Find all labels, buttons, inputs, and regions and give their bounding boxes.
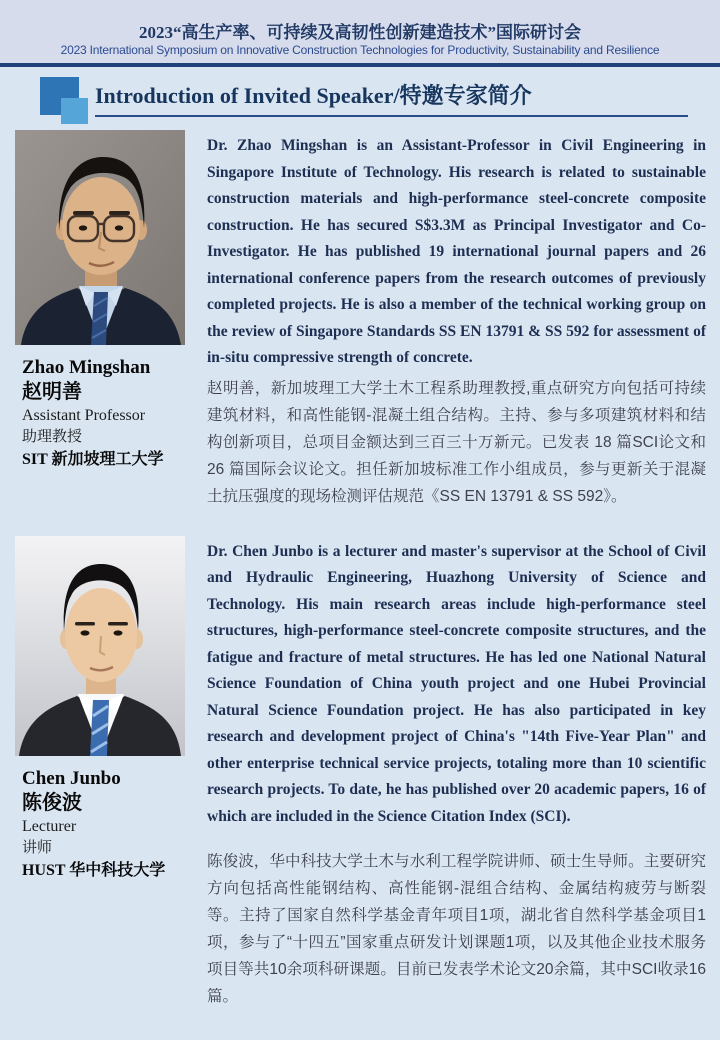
speaker-bio-chinese: 赵明善，新加坡理工大学土木工程系助理教授,重点研究方向包括可持续建筑材料，和高性能钢-混凝土组合结构。主持、参与多项建筑材料和结构创新项目，总项目金额达到三百三十万新元。已发表 18 篇SCI论文和 26 篇国际会议论文。担任新加坡标准工作小组成员，参与更新关于混凝土抗压强度的现场检测评估规范《SS EN 13791 & SS 592》。 — [207, 379, 706, 505]
symposium-banner — [0, 0, 720, 67]
speaker-role-zh: 助理教授 — [22, 428, 83, 445]
speaker-bio-column — [207, 130, 706, 510]
symposium-subtitle-en: 2023 International Symposium on Innovative Construction Technologies for Productivity, Sustainability and Resilience — [60, 43, 660, 57]
section-title-underline — [95, 79, 688, 117]
speaker-block-chen-junbo — [15, 536, 706, 1011]
speaker-role-zh: 讲师 — [22, 838, 53, 856]
overlapping-squares-icon-light — [61, 98, 88, 124]
speaker-caption — [15, 767, 185, 882]
speaker-caption — [15, 356, 185, 471]
speaker-name-zh: 赵明善 — [22, 381, 82, 403]
speaker-name-en: Chen Junbo — [22, 767, 121, 789]
speaker-affiliation: HUST 华中科技大学 — [22, 861, 166, 879]
speaker-bio-english: Dr. Zhao Mingshan is an Assistant-Professor in Civil Engineering in Singapore Institute of Technology. His research is related to sustainable construction materials and high-performance steel-concrete composite construction. He has secured S$3.3M as Principal Investigator and Co-Investigator. He has published 19 international journal papers and 26 international conference papers from the research outcomes of previously completed projects. He is also a member of the technical working group on the review of Singapore Standards SS EN 13791 & SS 592 for assessment of in-situ compressive strength of concrete. — [207, 137, 706, 366]
speaker-left-column — [15, 130, 185, 471]
speakers-content — [0, 130, 720, 1010]
speaker-bio-english: Dr. Chen Junbo is a lecturer and master's supervisor at the School of Civil and Hydraulic Engineering, Huazhong University of Science and Technology. His main research areas include high-performance steel structures, high-performance steel-concrete composite structures, and the fatigue and fracture of metal structures. He has led one National Natural Science Foundation of China youth project and one Hubei Provincial Natural Science Foundation project. He has also participated in key research and development project of China's "14th Five-Year Plan" and other enterprise technical service projects, totaling more than 10 scientific research projects. To date, he has published over 20 academic papers, 16 of which are included in the Science Citation Index (SCI). — [207, 542, 706, 825]
speaker-bio-chinese: 陈俊波，华中科技大学土木与水利工程学院讲师、硕士生导师。主要研究方向包括高性能钢结构、高性能钢-混组合结构、金属结构疲劳与断裂等。主持了国家自然科学基金青年项目1项，湖北省自然科学基金项目1项，参与了“十四五”国家重点研发计划课题1项，以及其他企业技术服务项目等共10余项科研课题。目前已发表学术论文20余篇，其中SCI收录16篇。 — [207, 853, 706, 1005]
speaker-bio-column — [207, 536, 706, 1011]
speaker-name-zh: 陈俊波 — [22, 791, 82, 814]
speaker-role-en: Lecturer — [22, 817, 77, 835]
section-header — [40, 77, 688, 125]
speaker-name-en: Zhao Mingshan — [22, 357, 151, 378]
symposium-title-zh: 2023“高生产率、可持续及高韧性创新建造技术”国际研讨会 — [139, 23, 581, 42]
section-title: Introduction of Invited Speaker/特邀专家简介 — [95, 83, 532, 108]
speaker-photo-chen-junbo — [15, 536, 185, 756]
speaker-left-column — [15, 536, 185, 882]
speaker-photo-zhao-mingshan — [15, 130, 185, 345]
speaker-block-zhao-mingshan — [15, 130, 706, 510]
speaker-role-en: Assistant Professor — [22, 407, 146, 424]
speaker-affiliation: SIT 新加坡理工大学 — [22, 451, 164, 468]
